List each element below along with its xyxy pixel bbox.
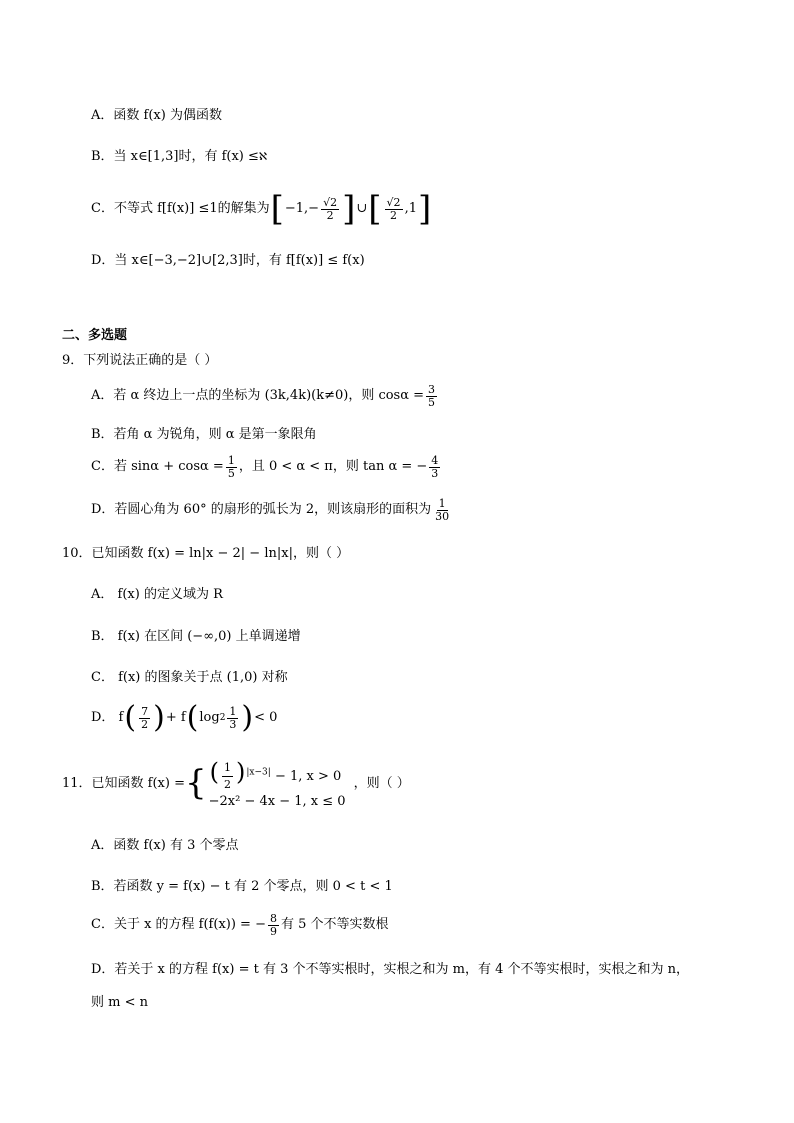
q9-c-frac1: [226, 455, 237, 479]
left-bracket-2: [: [368, 189, 382, 229]
q9-d-frac: [433, 498, 451, 522]
q10-d-frac2: [227, 706, 238, 730]
q9-c-frac2-num: 4: [431, 454, 439, 467]
q8-option-d-text: D．当 x∈[−3,−2]∪[2,3]时，有 f[f(x)] ≤ f(x): [91, 253, 365, 268]
q10-d-frac2-den: 3: [229, 717, 237, 731]
q9-stem: [62, 353, 217, 369]
case1-frac: [222, 760, 233, 793]
q8-c-right-end: ,1: [404, 201, 417, 217]
q8-option-b: [91, 149, 267, 165]
q9-c-frac1-den: 5: [227, 466, 235, 480]
q10-stem: [62, 546, 349, 562]
q8-option-a: [91, 108, 222, 124]
q9-c-frac2: [429, 455, 440, 479]
paren-close: ): [153, 700, 165, 735]
piecewise-case-2: −2x² − 4x − 1, x ≤ 0: [208, 793, 346, 809]
q9-option-b-text: B．若角 α 为锐角，则 α 是第一象限角: [91, 427, 317, 442]
q11-option-d-line1: [91, 962, 689, 978]
q10-d-frac1-den: 2: [141, 717, 149, 731]
q11-option-a-text: A．函数 f(x) 有 3 个零点: [91, 838, 239, 853]
case1-frac-den: 2: [224, 778, 232, 791]
q8-c-frac2: [385, 197, 403, 221]
q11-option-d-line2: [91, 995, 148, 1011]
q11-option-d-text2: 则 m < n: [91, 995, 148, 1010]
q8-c-frac2-den: 2: [390, 208, 398, 222]
q10-d-prefix: D． f: [91, 710, 124, 726]
q11-option-c-prefix: C．关于 x 的方程 f(f(x)) = −: [91, 917, 266, 933]
q11-stem-end: ，则（ ）: [353, 775, 410, 791]
q10-option-b-text: B． f(x) 在区间 (−∞,0) 上单调递增: [91, 629, 301, 644]
case1-rest: − 1, x > 0: [270, 769, 342, 784]
q11-option-c-end: 有 5 个不等实数根: [280, 917, 389, 933]
q10-d-frac2-num: 1: [229, 704, 237, 718]
q8-option-c-prefix: C．不等式 f[f(x)] ≤1的解集为: [91, 201, 270, 217]
q9-d-frac-den: 30: [435, 509, 450, 523]
q9-a-frac-num: 3: [428, 383, 436, 396]
paren-open-2: (: [186, 700, 199, 735]
q9-a-frac: [426, 384, 437, 408]
q9-c-frac1-num: 1: [227, 454, 235, 467]
q11-stem: [62, 755, 410, 812]
q11-c-frac-num: 8: [269, 912, 277, 925]
q10-option-c: [91, 670, 288, 686]
q11-option-c: [91, 913, 389, 937]
q9-option-a: [91, 384, 439, 408]
q11-c-frac-den: 9: [269, 924, 277, 938]
section-title-text: 二、多选题: [62, 328, 128, 343]
q9-option-d: [91, 498, 453, 522]
case1-exponent: |x−3|: [246, 767, 271, 778]
q11-option-b: [91, 879, 393, 895]
paren-close-2: ): [241, 700, 254, 735]
paren-open: (: [124, 700, 137, 735]
q11-option-d-text1: D．若关于 x 的方程 f(x) = t 有 3 个不等实根时，实根之和为 m，有 4 个不等实根时，实根之和为 n，: [91, 962, 689, 977]
q10-option-c-text: C． f(x) 的图象关于点 (1,0) 对称: [91, 670, 288, 685]
q9-option-b: [91, 427, 317, 443]
piecewise-cases: [209, 755, 346, 812]
piecewise-brace: {: [185, 763, 207, 804]
q9-stem-text: 9．下列说法正确的是（ ）: [62, 353, 218, 368]
q8-option-a-text: A．函数 f(x) 为偶函数: [91, 108, 222, 123]
case1-paren-open: (: [209, 758, 220, 786]
q11-c-frac: [268, 913, 279, 937]
case1-frac-num: 1: [222, 760, 233, 777]
q10-d-frac1: [139, 706, 150, 730]
right-bracket-2: ]: [417, 189, 432, 229]
left-bracket: [: [270, 189, 284, 229]
q10-option-a: [91, 587, 223, 603]
q10-d-mid: + f: [165, 710, 186, 726]
q9-a-frac-den: 5: [428, 395, 436, 409]
q9-option-c-mid: ，且 0 < α < π，则 tan α = −: [238, 459, 428, 475]
q8-c-union: ∪: [356, 201, 368, 217]
right-bracket: ]: [342, 189, 356, 229]
q10-option-a-text: A． f(x) 的定义域为 R: [91, 587, 223, 602]
q9-option-c-prefix: C．若 sinα + cosα =: [91, 459, 224, 475]
case1-paren-close: ): [236, 758, 246, 786]
q9-option-d-text: D．若圆心角为 60° 的扇形的弧长为 2，则该扇形的面积为: [91, 502, 432, 518]
q9-d-frac-num: 1: [438, 497, 446, 510]
q10-d-log-base: 2: [219, 712, 226, 723]
q11-option-a: [91, 838, 238, 854]
q9-option-a-text: A．若 α 终边上一点的坐标为 (3k,4k)(k≠0)，则 cosα =: [91, 388, 425, 404]
section-title: [62, 328, 127, 344]
q8-c-left: −1,−: [284, 201, 320, 217]
piecewise-case-1: [209, 755, 346, 793]
q8-c-frac1: [321, 197, 339, 221]
q9-option-c: [91, 455, 442, 479]
q8-c-frac2-num: √2: [386, 195, 401, 209]
q10-option-d: [91, 700, 278, 735]
q10-d-log: log: [199, 710, 220, 726]
q10-d-frac1-num: 7: [141, 704, 149, 718]
q10-option-b: [91, 629, 301, 645]
q8-c-frac1-num: √2: [323, 195, 338, 209]
q9-c-frac2-den: 3: [431, 466, 439, 480]
q8-option-b-text: B．当 x∈[1,3]时，有 f(x) ≤: [91, 149, 259, 164]
q8-option-d: [91, 253, 365, 269]
q10-stem-text: 10．已知函数 f(x) = ln|x − 2| − ln|x|，则（ ）: [62, 546, 350, 561]
q10-d-end: < 0: [254, 710, 278, 726]
q11-option-b-text: B．若函数 y = f(x) − t 有 2 个零点，则 0 < t < 1: [91, 879, 393, 894]
q11-stem-prefix: 11．已知函数 f(x) =: [62, 775, 185, 791]
q8-option-b-glyph: ℵ: [258, 150, 268, 164]
q8-c-frac1-den: 2: [326, 208, 334, 222]
q8-option-c: [91, 189, 432, 229]
